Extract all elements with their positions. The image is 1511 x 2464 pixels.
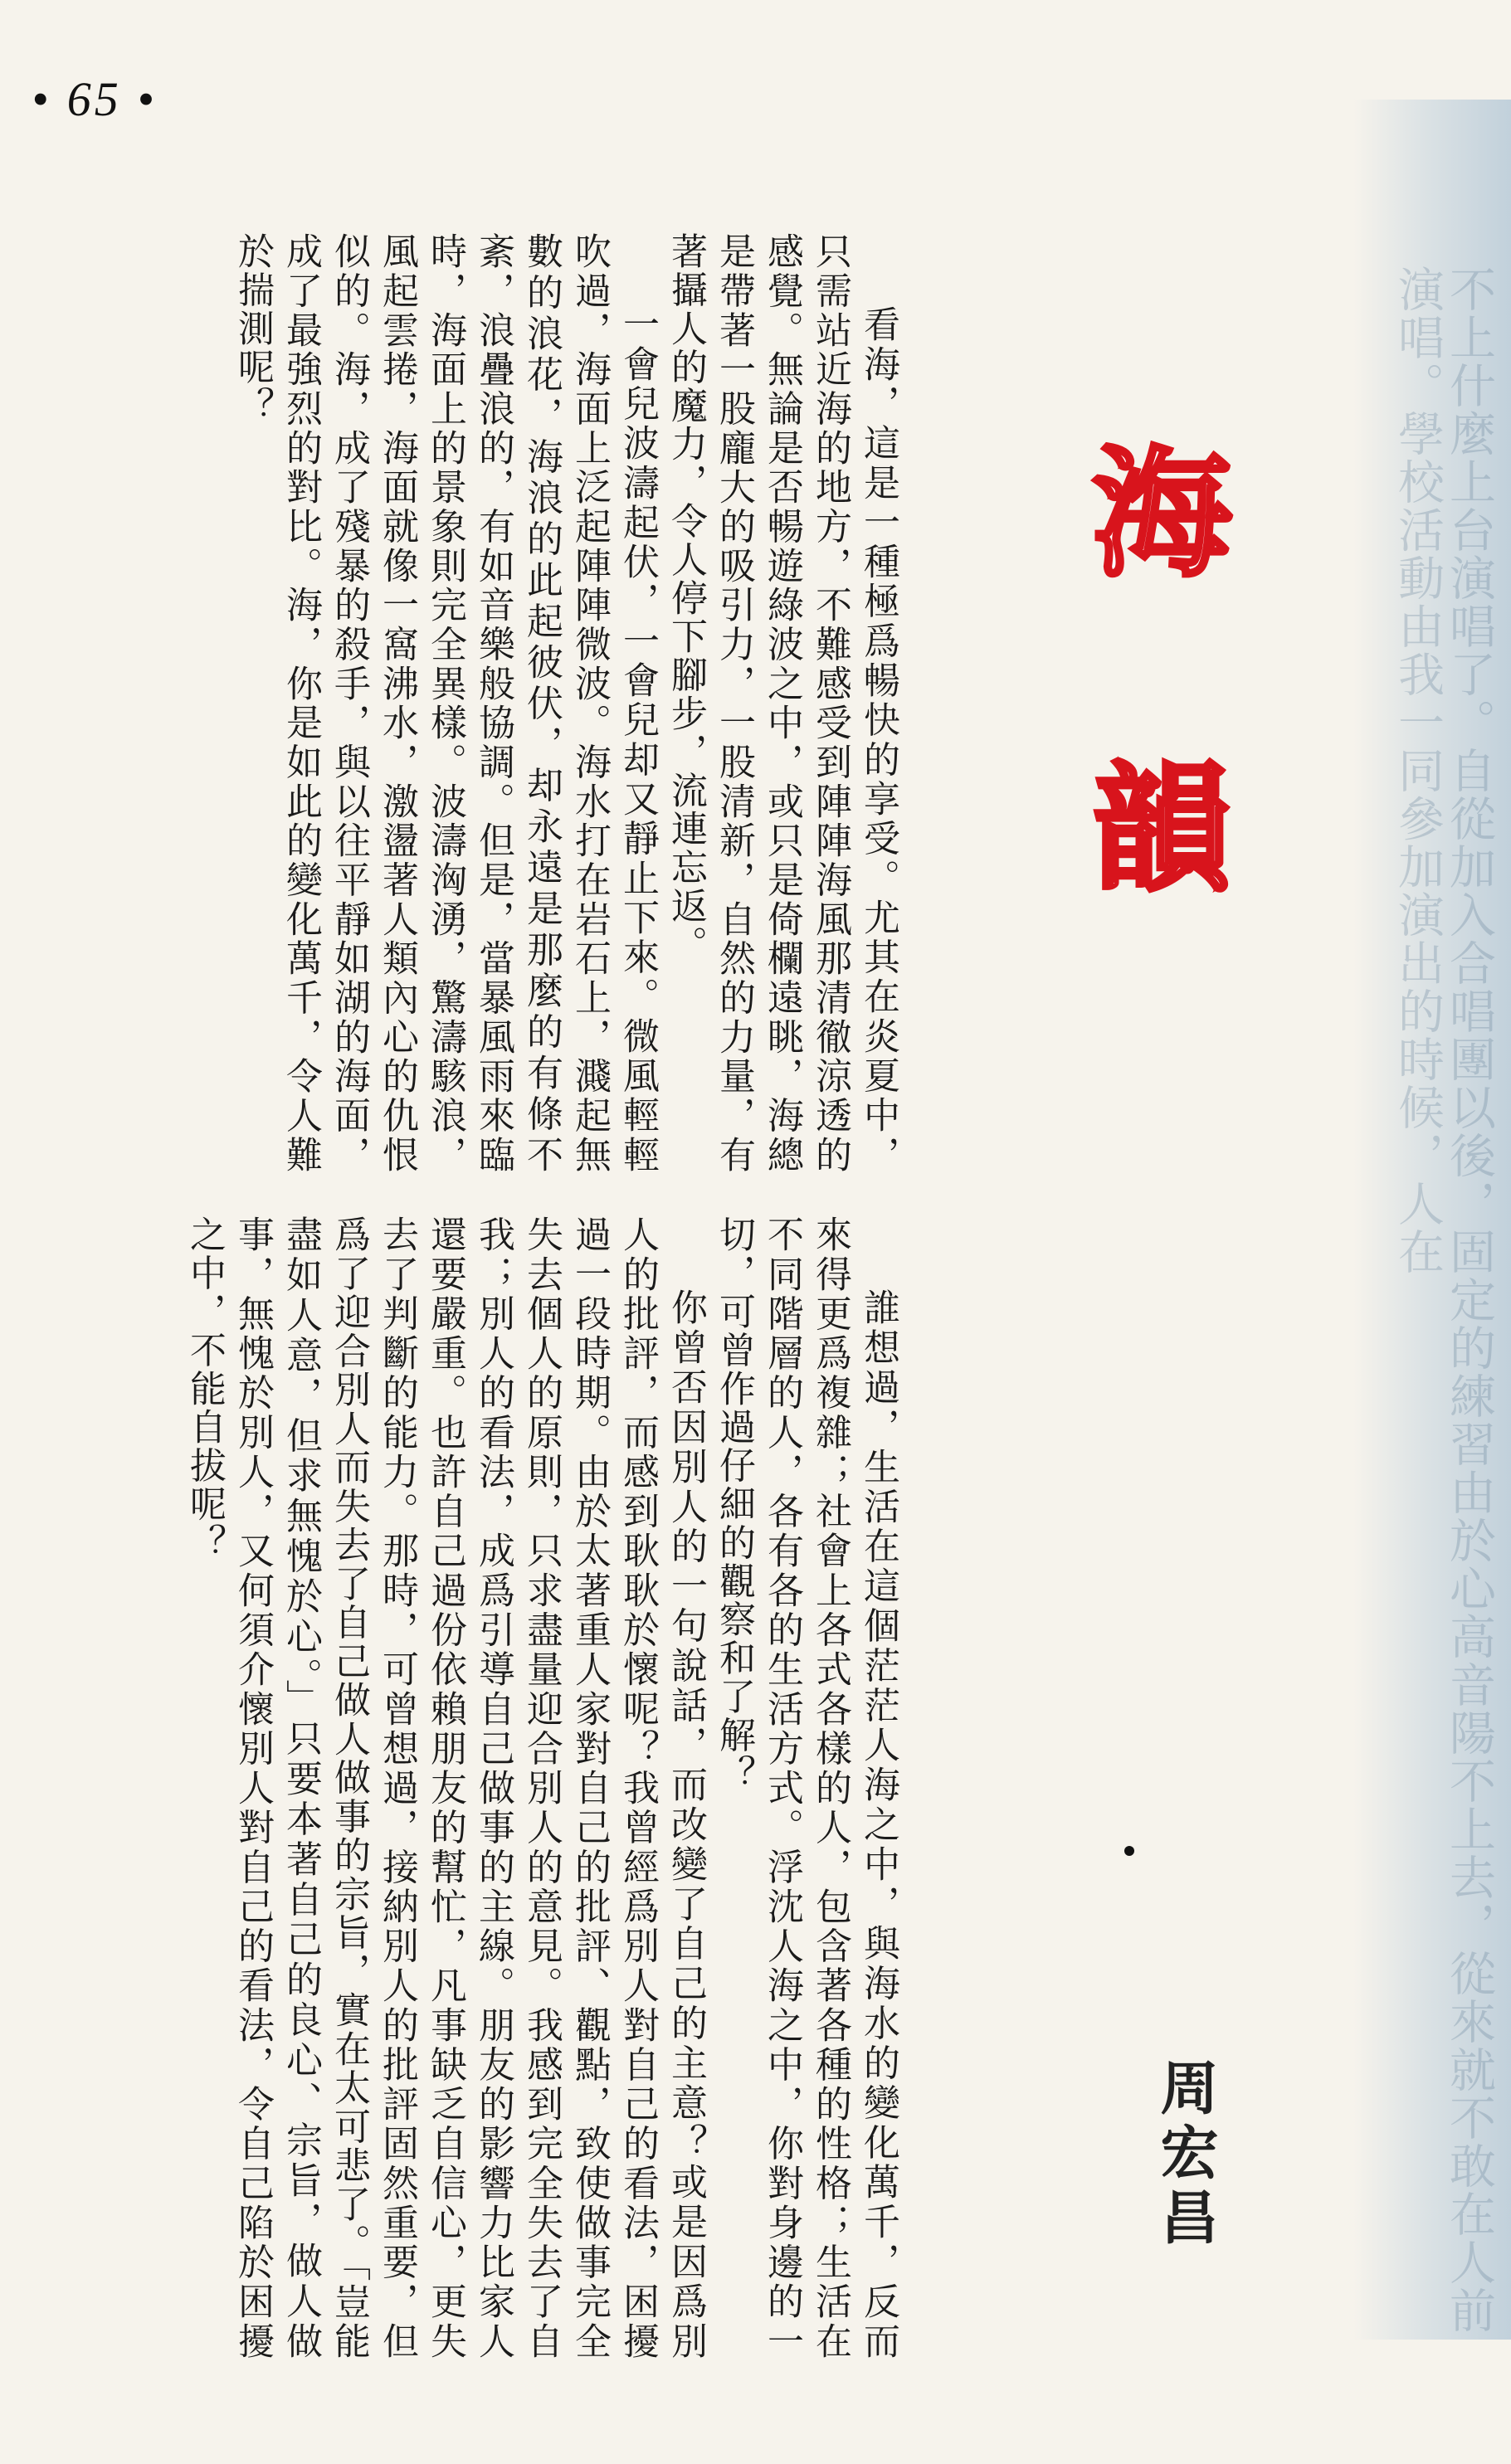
bleed-through-text: 不上什麼上台演唱了。自從加入合唱團以後，固定的練習由於心高音陽不上去，從來就不敢在人前演唱。學校活動由我一同參加演出的時候，人在 bbox=[1391, 265, 1496, 2335]
title-char-1: 海 bbox=[1092, 433, 1231, 596]
paragraph-2: 一會兒波濤起伏，一會兒却又靜止下來。微風輕輕吹過，海面上泛起陣陣微波。海水打在岩石上，濺起無數的浪花，海浪的此起彼伏，却永遠是那麼的有條不紊，浪疊浪的，有如音樂般協調。但是，當暴風雨來臨時，海面上的景象則完全異樣。波濤洶湧，驚濤駭浪，風起雲捲，海面就像一窩沸水，激盪著人類內心的仇恨似的。海，成了殘暴的殺手，與以往平靜如湖的海面，成了最強烈的對比。海，你是如此的變化萬千，令人難於揣測呢？ bbox=[232, 232, 659, 1174]
facing-page-bleed bbox=[1353, 100, 1511, 2340]
title-char-2: 韻 bbox=[1092, 748, 1231, 911]
paragraph-4: 你曾否因別人的一句說話，而改變了自己的主意？或是因爲別人的批評，而感到耿耿於懷呢？我曾經爲別人對自己的看法，困擾過一段時期。由於太著重人家對自己的批評、觀點，致使做事完全失去個人的原則，只求盡量迎合別人的意見。我感到完全失去了自我；別人的看法，成爲引導自己做事的主線。朋友的影響力比家人還要嚴重。也許自己過份依賴朋友的幫忙，凡事缺乏自信心，更失去了判斷的能力。那時，可曾想過，接納別人的批評固然重要，但爲了迎合別人而失去了自己做人做事的宗旨，實在太可悲了。「豈能盡如人意，但求無愧於心。」只要本著自己的良心、宗旨，做人做事，無愧於別人，又何須介懷別人對自己的看法，令自己陷於困擾之中，不能自拔呢？ bbox=[183, 1215, 707, 2360]
article-body-upper bbox=[228, 232, 902, 1174]
page-number: • 65 • bbox=[32, 72, 158, 126]
article-title bbox=[1079, 431, 1245, 913]
separator-dot bbox=[1124, 1846, 1134, 1856]
article-body-lower bbox=[180, 1215, 902, 2360]
paragraph-1: 看海，這是一種極爲暢快的享受。尤其在炎夏中，只需站近海的地方，不難感受到陣陣海風那清徹涼透的感覺。無論是否暢遊綠波之中，或只是倚欄遠眺，海總是帶著一股龐大的吸引力，一股清新，自然的力量，有著攝人的魔力，令人停下腳步，流連忘返。 bbox=[665, 232, 899, 1174]
author-name: 周宏昌 bbox=[1151, 2057, 1219, 2252]
paragraph-3: 誰想過，生活在這個茫茫人海之中，與海水的變化萬千，反而來得更爲複雜；社會上各式各樣的人，包含著各種的性格；生活在不同階層的人，各有各的生活方式。浮沈人海之中，你對身邊的一切，可曾作過仔細的觀察和了解？ bbox=[713, 1215, 899, 2360]
